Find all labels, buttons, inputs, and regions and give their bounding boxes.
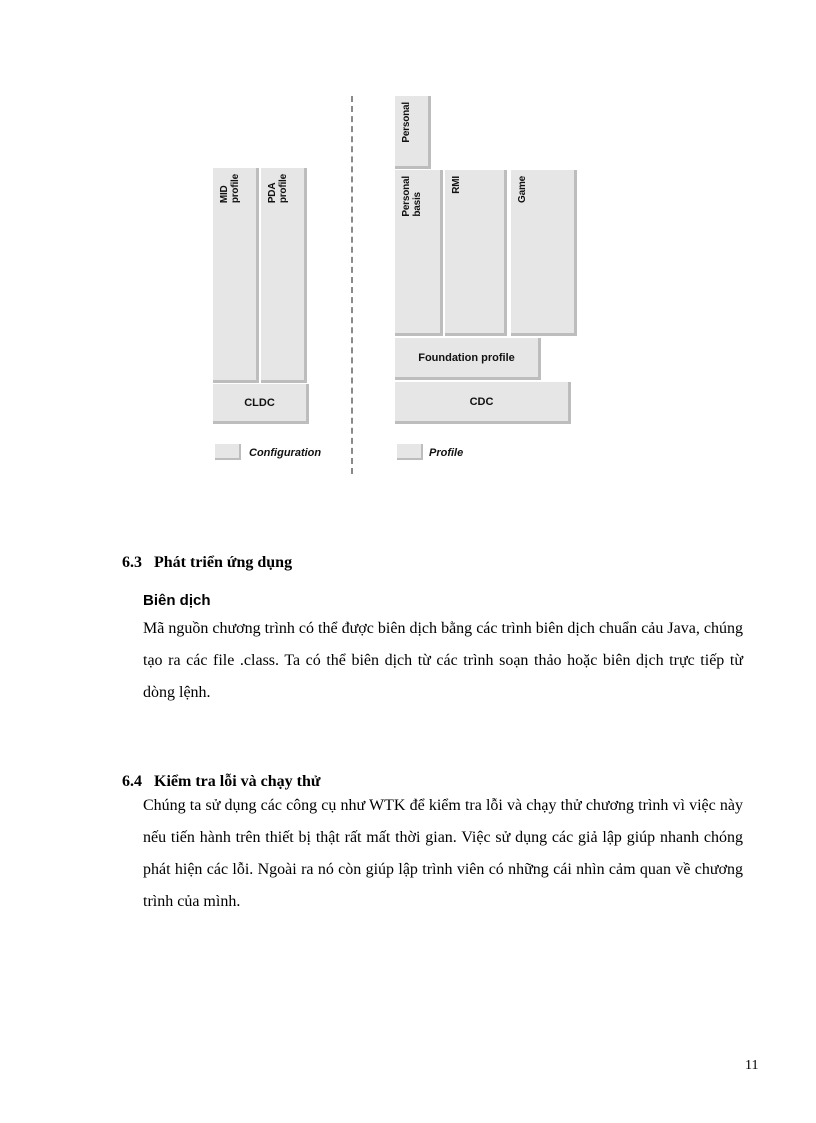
section-6-3-title: Phát triển ứng dụng	[154, 554, 293, 571]
section-6-3-heading	[122, 554, 292, 572]
compile-subheading: Biên dịch	[143, 592, 211, 609]
profile-legend-label: Profile	[429, 447, 464, 459]
section-6-3-number: 6.3	[122, 554, 142, 571]
configuration-legend-swatch	[215, 444, 241, 460]
personal-basis-label: Personal basis	[401, 176, 423, 217]
mid-profile-box	[213, 168, 259, 383]
personal-label: Personal	[401, 102, 412, 143]
cldc-label: CLDC	[244, 396, 275, 409]
profile-legend-swatch	[397, 444, 423, 460]
personal-box	[395, 96, 431, 169]
section-6-4-paragraph: Chúng ta sử dụng các công cụ như WTK để kiểm tra lỗi và chạy thử chương trình vì việc này nếu tiến hành trên thiết bị thật rất mất thời gian. Việc sử dụng các giả lập giúp nhanh chóng phát hiện các lỗi. Ngoài ra nó còn giúp lập trình viên có những cái nhìn cảm quan về chương trình của mình.	[143, 797, 743, 910]
game-box	[511, 170, 577, 336]
configuration-legend-label: Configuration	[249, 447, 322, 459]
game-label: Game	[517, 176, 528, 203]
section-6-4-heading	[122, 773, 320, 791]
j2me-architecture-diagram	[205, 92, 585, 482]
section-6-4-title: Kiểm tra lỗi và chạy thử	[154, 773, 321, 790]
separator-dashed-line	[351, 96, 353, 474]
section-6-4-number: 6.4	[122, 773, 142, 790]
pda-profile-box	[261, 168, 307, 383]
rmi-label: RMI	[451, 176, 462, 194]
rmi-box	[445, 170, 507, 336]
personal-basis-box	[395, 170, 443, 336]
pda-profile-label: PDA profile	[267, 174, 289, 204]
section-6-3-paragraph: Mã nguồn chương trình có thể được biên dịch bằng các trình biên dịch chuẩn cảu Java, chúng tạo ra các file .class. Ta có thể biên dịch từ các trình soạn thảo hoặc biên dịch trực tiếp từ dòng lệnh.	[143, 620, 743, 701]
mid-profile-label: MID profile	[219, 174, 241, 204]
cdc-label: CDC	[469, 395, 494, 408]
foundation-profile-box	[395, 338, 541, 380]
cldc-box	[213, 384, 309, 424]
cdc-box	[395, 382, 571, 424]
foundation-profile-label: Foundation profile	[418, 351, 515, 364]
page-number: 11	[745, 1058, 759, 1073]
